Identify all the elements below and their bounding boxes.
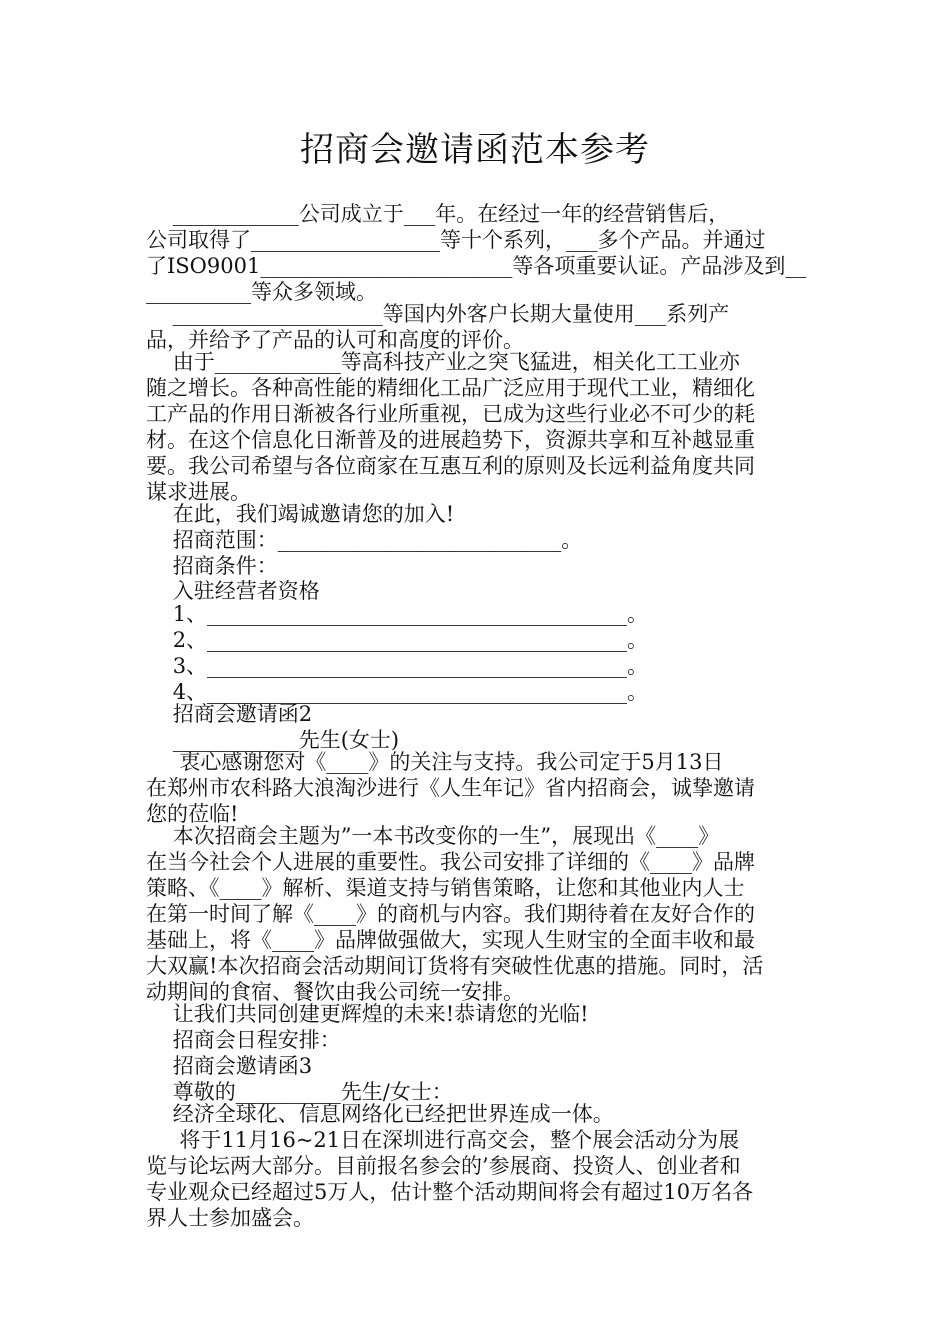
body-line: 招商会邀请函3: [146, 1054, 313, 1078]
body-line: 谋求进展。: [146, 480, 251, 504]
body-line: 要。我公司希望与各位商家在互惠互利的原则及长远利益角度共同: [146, 454, 755, 478]
body-line: 招商会邀请函2: [146, 702, 313, 726]
body-line: 1、________________________________________。: [146, 602, 649, 626]
body-line: 随之增长。各种高性能的精细化工品广泛应用于现代工业，精细化: [146, 376, 755, 400]
body-line: 招商会日程安排：: [146, 1028, 341, 1052]
body-line: 在郑州市农科路大浪淘沙进行《人生年记》省内招商会，诚挚邀请: [146, 776, 755, 800]
page-title: 招商会邀请函范本参考: [300, 130, 650, 170]
body-line: 览与论坛两大部分。目前报名参会的’参展商、投资人、创业者和: [146, 1154, 741, 1178]
body-line: 让我们共同创建更辉煌的未来!恭请您的光临!: [146, 1002, 589, 1026]
body-line: 由于____________等高科技产业之突飞猛进，相关化工工业亦: [146, 350, 740, 374]
body-line: 品，并给予了产品的认可和高度的评价。: [146, 328, 524, 352]
body-line: 公司取得了__________________等十个系列，___多个产品。并通过: [146, 228, 766, 252]
body-line: 基础上，将《____》品牌做强做大，实现人生财宝的全面丰收和最: [146, 928, 755, 952]
body-line: 2、________________________________________。: [146, 628, 649, 652]
body-line: 招商条件：: [146, 554, 278, 578]
body-line: 大双赢!本次招商会活动期间订货将有突破性优惠的措施。同时，活: [146, 954, 764, 978]
body-line: 本次招商会主题为”一本书改变你的一生”，展现出《____》: [146, 824, 720, 848]
body-line: 入驻经营者资格: [146, 579, 320, 603]
body-line: 在此，我们竭诚邀请您的加入!: [146, 502, 455, 526]
body-line: 界人士参加盛会。: [146, 1206, 314, 1230]
body-line: 工产品的作用日渐被各行业所重视，已成为这些行业必不可少的耗: [146, 402, 755, 426]
body-line: 动期间的食宿、餐饮由我公司统一安排。: [146, 980, 524, 1004]
body-line: 在第一时间了解《____》的商机与内容。我们期待着在友好合作的: [146, 902, 755, 926]
body-line: ____________________等国内外客户长期大量使用___系列产: [146, 302, 730, 326]
body-line: 材。在这个信息化日渐普及的进展趋势下，资源共享和互补越显重: [146, 428, 755, 452]
body-line: 招商范围：___________________________。: [146, 528, 583, 552]
body-line: 您的莅临!: [146, 802, 239, 826]
body-line: 尊敬的__________先生/女士：: [146, 1080, 453, 1104]
body-line: 策略、《____》解析、渠道支持与销售策略，让您和其他业内人士: [146, 876, 745, 900]
body-line: ____________先生(女士): [146, 728, 400, 752]
body-line: 专业观众已经超过5万人，估计整个活动期间将会有超过10万名各: [146, 1180, 754, 1204]
body-line: 将于11月16~21日在深圳进行高交会，整个展会活动分为展: [146, 1128, 740, 1152]
body-line: 4、________________________________________。: [146, 680, 649, 704]
body-line: 了ISO9001________________________等各项重要认证。产品涉及到__: [146, 254, 807, 278]
body-line: 3、________________________________________。: [146, 654, 649, 678]
body-line: __________等众多领域。: [146, 280, 377, 304]
body-line: 经济全球化、信息网络化已经把世界连成一体。: [146, 1102, 614, 1126]
body-line: ____________公司成立于___年。在经过一年的经营销售后，: [146, 202, 730, 226]
body-line: 在当今社会个人进展的重要性。我公司安排了详细的《____》品牌: [146, 850, 755, 874]
body-line: 衷心感谢您对《____》的关注与支持。我公司定于5月13日: [146, 750, 724, 774]
